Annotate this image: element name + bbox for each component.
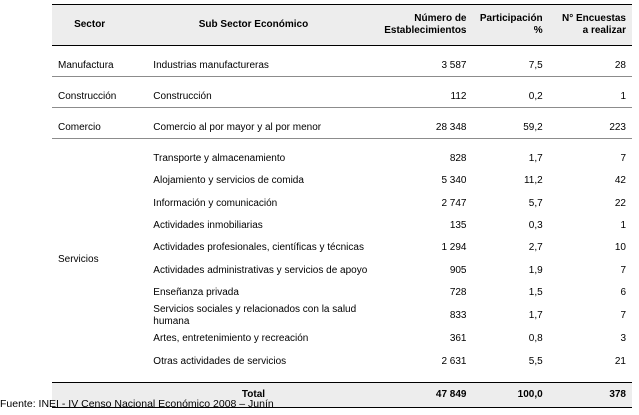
establishments-table [52,4,632,408]
sector-cell: Construcción [52,86,127,108]
sub-sector-cell: Enseñanza privada [153,286,239,298]
part-cell: 0,2 [473,86,549,108]
header-part-line2: % [533,25,543,36]
num-cell: 2 747 [441,197,467,209]
sub-sector-cell: Actividades inmobiliarias [153,220,263,232]
part-cell: 5,7 [528,197,543,209]
header-row [52,5,632,46]
sub-sector-cell: Comercio al por mayor y al por menor [127,117,379,139]
source-note: Fuente: INEI - IV Censo Nacional Económico 2008 – Junín [0,398,274,410]
part-cell: 5,5 [528,355,543,367]
sub-sector-cell: Otras actividades de servicios [153,355,287,367]
part-cell: 59,2 [473,117,549,139]
part-cell: 2,7 [528,242,543,254]
sector-cell: Manufactura [52,55,127,77]
table-row [52,237,632,259]
enc-cell: 7 [620,310,626,322]
num-cell: 135 [449,220,467,232]
header-num-line1: Número de [414,13,467,24]
part-cell: 11,2 [523,175,543,187]
enc-cell: 6 [620,286,626,298]
num-cell: 833 [449,310,467,322]
part-cell: 7,5 [473,55,549,77]
enc-cell: 22 [614,197,626,209]
header-sector: Sector [52,5,127,46]
table-row [52,55,632,77]
sub-sector-cell: Artes, entretenimiento y recreación [153,333,309,345]
enc-cell: 223 [549,117,632,139]
part-cell: 1,7 [528,153,543,165]
table-row [52,117,632,139]
enc-cell: 7 [620,153,626,165]
enc-cell: 1 [620,220,626,232]
header-sub-sector: Sub Sector Económico [127,5,379,46]
sub-sector-cell: Servicios sociales y relacionados con la salud humana [153,304,357,328]
table-row [52,86,632,108]
part-cell: 0,3 [528,220,543,232]
header-enc-line1: N° Encuestas [561,13,626,24]
header-part-line1: Participación [479,13,543,24]
enc-cell: 3 [620,333,626,345]
sub-sector-cell: Transporte y almacenamiento [153,153,286,165]
num-cell: 3 587 [380,55,473,77]
header-num-establishments [380,5,473,46]
enc-cell: 7 [620,264,626,276]
header-participation [473,5,549,46]
total-enc: 378 [549,382,632,407]
header-num-line2: Establecimientos [384,25,467,36]
sub-sector-cell: Alojamiento y servicios de comida [153,175,304,187]
part-cell: 1,7 [528,310,543,322]
sector-cell: Servicios [58,254,99,266]
num-cell: 361 [449,333,467,345]
sub-sector-cell: Construcción [127,86,379,108]
table-row [52,193,632,215]
enc-cell: 21 [614,355,626,367]
header-surveys [549,5,632,46]
enc-cell: 1 [549,86,632,108]
enc-cell: 28 [549,55,632,77]
sub-sector-cell: Actividades profesionales, científicas y técnicas [153,242,364,254]
part-cell: 1,5 [528,286,543,298]
num-cell: 828 [449,153,467,165]
header-enc-line2: a realizar [582,25,626,36]
num-cell: 28 348 [380,117,473,139]
sub-sector-cell: Información y comunicación [153,197,278,209]
total-num: 47 849 [380,382,473,407]
table-row [52,259,632,281]
table-row [52,350,632,372]
num-cell: 2 631 [441,355,467,367]
total-label: Total [127,382,379,407]
table-row [52,328,632,350]
enc-cell: 10 [614,242,626,254]
num-cell: 905 [449,264,467,276]
num-cell: 1 294 [441,242,467,254]
table-row [52,148,632,170]
part-cell: 0,8 [528,333,543,345]
sector-cell: Comercio [52,117,127,139]
total-part: 100,0 [473,382,549,407]
sub-sector-cell: Industrias manufactureras [127,55,379,77]
table-row [52,215,632,237]
num-cell: 728 [449,286,467,298]
num-cell: 5 340 [441,175,467,187]
table-row [52,304,632,328]
part-cell: 1,9 [528,264,543,276]
sub-sector-cell: Actividades administrativas y servicios de apoyo [153,264,368,276]
table-row [52,282,632,304]
num-cell: 112 [380,86,473,108]
enc-cell: 42 [614,175,626,187]
table-row [52,170,632,192]
